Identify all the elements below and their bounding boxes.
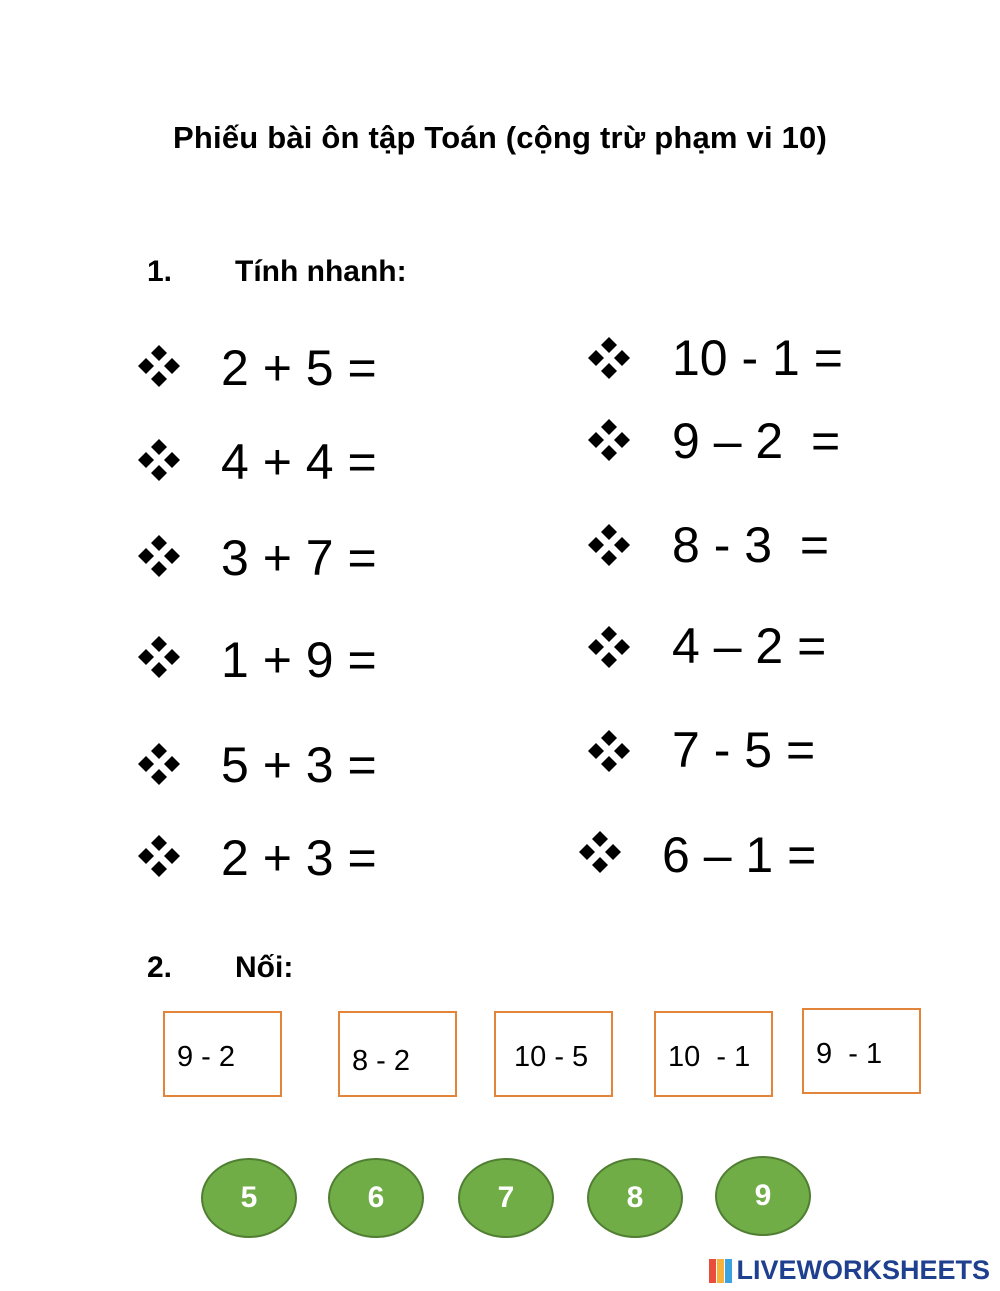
- answer-circle-4[interactable]: 8: [587, 1158, 683, 1238]
- match-box-2[interactable]: [338, 1011, 457, 1097]
- answer-circle-1[interactable]: 5: [201, 1158, 297, 1238]
- section-1-number: 1.: [147, 255, 173, 288]
- expression-left-2: 4 + 4 =: [221, 434, 377, 490]
- diamond-bullet-icon: [137, 635, 181, 679]
- brand-name: LIVEWORKSHEETS: [736, 1255, 990, 1285]
- match-box-1[interactable]: [163, 1011, 282, 1097]
- section-1-label: Tính nhanh:: [235, 255, 407, 288]
- expression-right-6: 6 – 1 =: [662, 827, 817, 883]
- diamond-bullet-icon: [587, 336, 631, 380]
- diamond-bullet-icon: [587, 729, 631, 773]
- match-box-label: 9 - 1: [816, 1038, 883, 1070]
- match-box-label: 10 - 1: [668, 1041, 751, 1073]
- diamond-bullet-icon: [137, 534, 181, 578]
- expression-left-6: 2 + 3 =: [221, 830, 377, 886]
- answer-circle-3[interactable]: 7: [458, 1158, 554, 1238]
- match-box-label: 10 - 5: [514, 1041, 589, 1073]
- diamond-bullet-icon: [137, 742, 181, 786]
- brand-watermark: [708, 1255, 990, 1286]
- liveworksheets-logo-icon: [708, 1257, 734, 1285]
- expression-right-4: 4 – 2 =: [672, 618, 827, 674]
- match-box-label: 8 - 2: [352, 1045, 411, 1077]
- match-box-label: 9 - 2: [177, 1041, 236, 1073]
- expression-left-4: 1 + 9 =: [221, 632, 377, 688]
- page-title: Phiếu bài ôn tập Toán (cộng trừ phạm vi 10): [173, 120, 827, 155]
- expression-left-5: 5 + 3 =: [221, 737, 377, 793]
- answer-circle-5[interactable]: 9: [715, 1156, 811, 1236]
- expression-right-1: 10 - 1 =: [672, 330, 843, 386]
- match-box-5[interactable]: [802, 1008, 921, 1094]
- expression-left-1: 2 + 5 =: [221, 340, 377, 396]
- diamond-bullet-icon: [137, 344, 181, 388]
- diamond-bullet-icon: [587, 523, 631, 567]
- match-box-3[interactable]: [494, 1011, 613, 1097]
- expression-right-5: 7 - 5 =: [672, 722, 816, 778]
- diamond-bullet-icon: [587, 418, 631, 462]
- diamond-bullet-icon: [587, 625, 631, 669]
- diamond-bullet-icon: [137, 834, 181, 878]
- diamond-bullet-icon: [578, 830, 622, 874]
- expression-right-2: 9 – 2 =: [672, 413, 841, 469]
- answer-circle-2[interactable]: 6: [328, 1158, 424, 1238]
- expression-left-3: 3 + 7 =: [221, 530, 377, 586]
- diamond-bullet-icon: [137, 438, 181, 482]
- match-box-4[interactable]: [654, 1011, 773, 1097]
- section-2-label: Nối:: [235, 951, 294, 984]
- section-2-number: 2.: [147, 951, 173, 984]
- expression-right-3: 8 - 3 =: [672, 517, 830, 573]
